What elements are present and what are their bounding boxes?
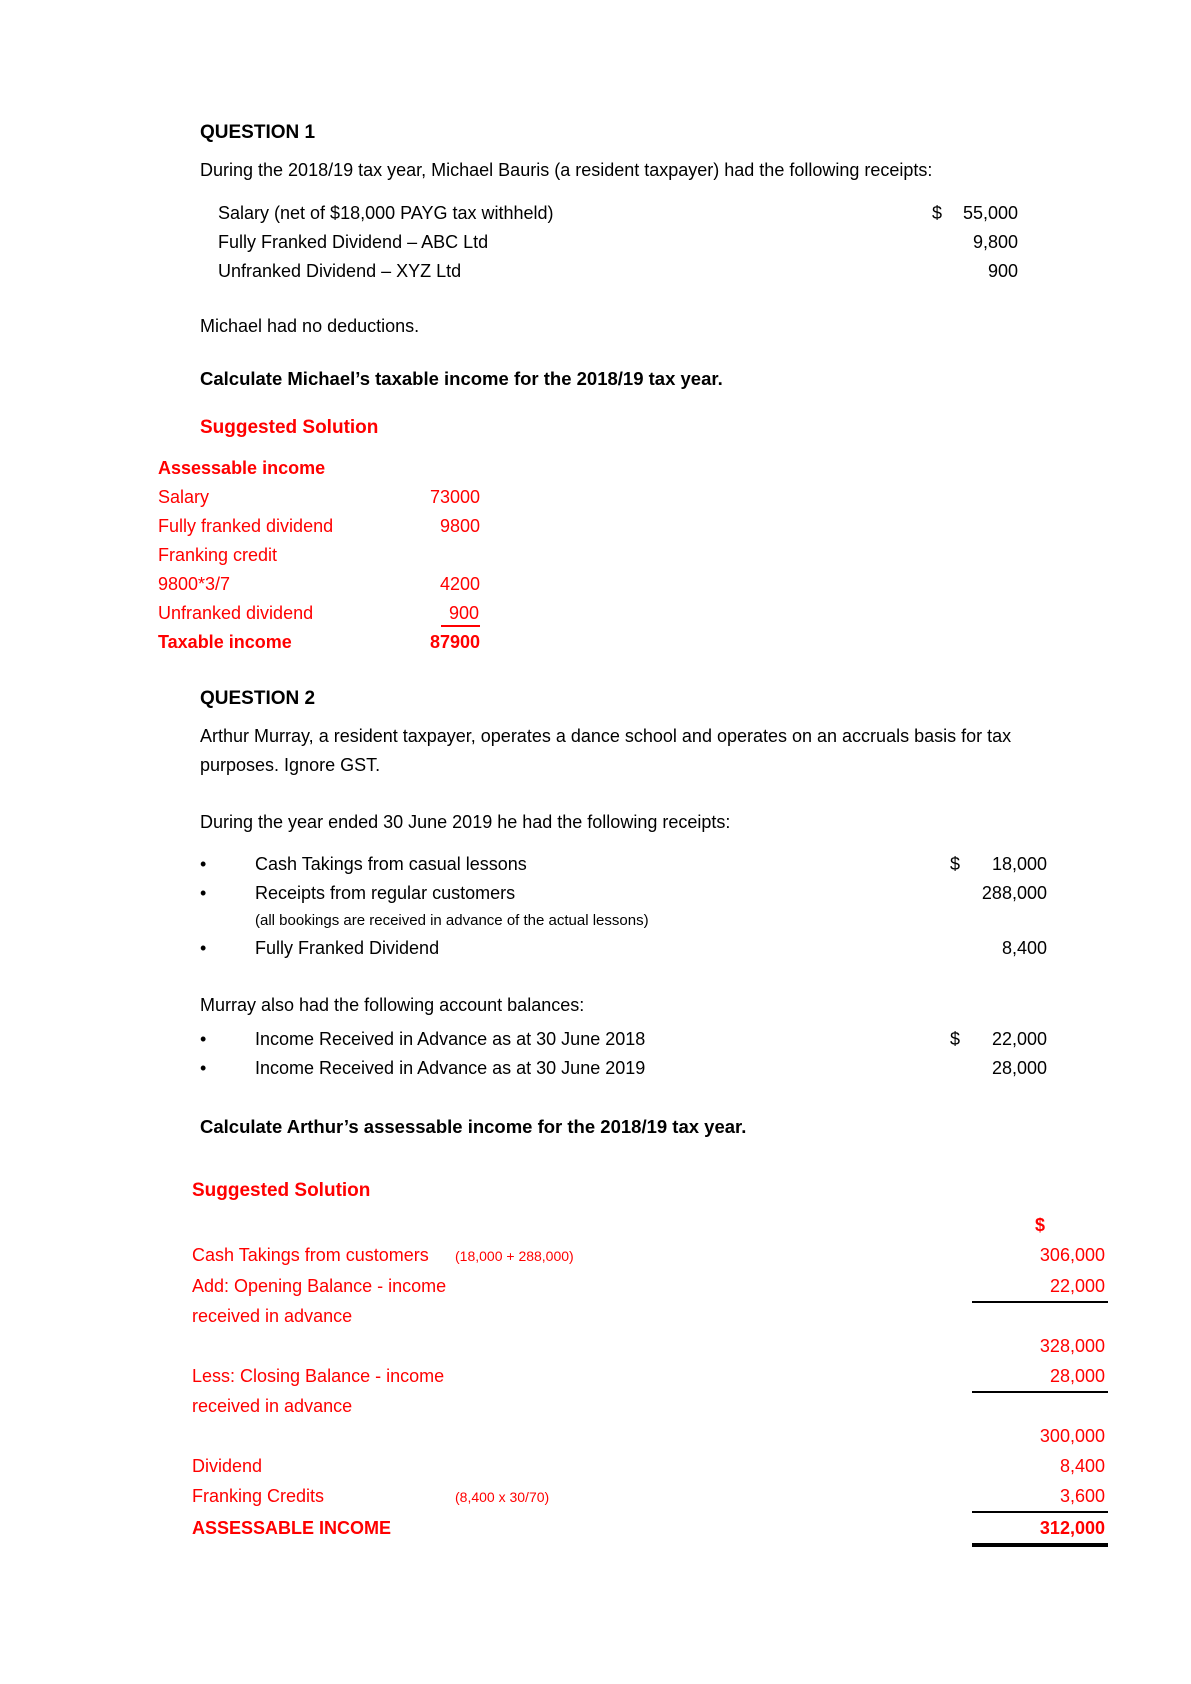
bullet-icon: •	[200, 1058, 207, 1078]
amount: 8,400	[1001, 938, 1047, 958]
solution-value: 9800	[439, 516, 480, 536]
question1-receipts-list	[218, 199, 1018, 286]
solution-value: 312,000	[1039, 1518, 1105, 1538]
balance-value	[950, 1025, 1047, 1054]
underlined-amount: 900	[441, 601, 480, 627]
question2-solution-heading: Suggested Solution	[192, 1180, 371, 1201]
balance-label: Income Received in Advance as at 30 June 2019	[255, 1058, 646, 1078]
solution-row	[158, 599, 480, 628]
solution-value: 8,400	[1059, 1456, 1105, 1476]
solution-label: Fully franked dividend	[158, 516, 334, 536]
solution-formula: (8,400 x 30/70)	[455, 1489, 550, 1505]
solution-label: Dividend	[192, 1456, 263, 1476]
solution-value: 3,600	[1059, 1486, 1105, 1506]
receipt-label: Cash Takings from casual lessons	[255, 854, 527, 874]
solution-row	[192, 1361, 1108, 1421]
question1-solution-heading: Suggested Solution	[200, 417, 379, 438]
solution-row	[192, 1271, 1108, 1331]
balance-label: Income Received in Advance as at 30 June 2018	[255, 1029, 646, 1049]
solution-label: Salary	[158, 487, 210, 507]
solution-label: ASSESSABLE INCOME	[192, 1518, 392, 1538]
receipt-value	[932, 257, 1018, 286]
question2-heading: QUESTION 2	[200, 688, 316, 709]
bullet-icon: •	[200, 854, 207, 874]
solution-value: 300,000	[1039, 1426, 1105, 1446]
question2-solution-table	[192, 1210, 1108, 1547]
receipt-row	[218, 199, 1018, 228]
solution-label: Add: Opening Balance - income received in advance	[192, 1276, 447, 1326]
amount: 55,000	[962, 203, 1018, 223]
currency-symbol: $	[932, 203, 943, 223]
amount: 288,000	[981, 883, 1047, 903]
question2-intro: Arthur Murray, a resident taxpayer, operates a dance school and operates on an accruals basis for tax purposes. Ignore GST.	[200, 726, 1012, 775]
receipt-value	[932, 199, 1018, 228]
receipt-label: Unfranked Dividend – XYZ Ltd	[218, 261, 462, 281]
question2-balances-list	[200, 1025, 1047, 1083]
solution-value: 306,000	[1039, 1245, 1105, 1265]
bullet-icon: •	[200, 883, 207, 903]
solution-row	[158, 541, 480, 570]
receipt-row	[200, 879, 1047, 908]
question1-task: Calculate Michael’s taxable income for the 2018/19 tax year.	[200, 368, 723, 389]
balance-row	[200, 1025, 1047, 1054]
balance-row	[200, 1054, 1047, 1083]
solution-label: Taxable income	[158, 632, 292, 652]
receipts-subnote: (all bookings are received in advance of the actual lessons)	[255, 912, 649, 929]
receipt-value	[950, 934, 1047, 963]
solution-row	[158, 483, 480, 512]
solution-value: 73000	[429, 487, 480, 507]
question2-receipts-intro: During the year ended 30 June 2019 he had the following receipts:	[200, 812, 731, 832]
solution-title: Assessable income	[158, 458, 326, 478]
receipt-label: Fully Franked Dividend	[255, 938, 440, 958]
solution-value	[393, 599, 480, 628]
solution-row	[158, 512, 480, 541]
receipt-row	[200, 934, 1047, 963]
solution-row	[192, 1240, 1108, 1271]
question1-note: Michael had no deductions.	[200, 316, 420, 336]
solution-value: 22,000	[1049, 1276, 1105, 1296]
solution-label: Less: Closing Balance - income received in advance	[192, 1366, 445, 1416]
solution-label: Franking Credits	[192, 1486, 325, 1506]
solution-row	[192, 1451, 1108, 1481]
solution-value: 4200	[439, 574, 480, 594]
amount: 900	[987, 261, 1018, 281]
solution-label: Franking credit	[158, 545, 278, 565]
question2-balances-intro: Murray also had the following account balances:	[200, 995, 585, 1015]
receipt-label: Fully Franked Dividend – ABC Ltd	[218, 232, 489, 252]
solution-value: 87900	[429, 632, 480, 652]
bullet-icon: •	[200, 1029, 207, 1049]
amount: 9,800	[972, 232, 1018, 252]
question1-intro: During the 2018/19 tax year, Michael Bauris (a resident taxpayer) had the following receipts:	[200, 160, 933, 180]
solution-label: Unfranked dividend	[158, 603, 314, 623]
solution-subtotal-row	[192, 1331, 1108, 1361]
solution-subtotal-row	[192, 1421, 1108, 1451]
receipt-row	[218, 228, 1018, 257]
receipt-row	[200, 850, 1047, 879]
receipt-row	[218, 257, 1018, 286]
solution-value: 328,000	[1039, 1336, 1105, 1356]
solution-label: Cash Takings from customers	[192, 1245, 429, 1265]
solution-label: 9800*3/7	[158, 574, 231, 594]
receipt-label: Salary (net of $18,000 PAYG tax withheld)	[218, 203, 554, 223]
solution-title-row	[158, 454, 480, 483]
receipt-value	[950, 850, 1047, 879]
solution-formula: (18,000 + 288,000)	[455, 1248, 574, 1264]
question1-heading: QUESTION 1	[200, 122, 316, 143]
receipt-value	[932, 228, 1018, 257]
amount: 22,000	[991, 1029, 1047, 1049]
solution-total-row	[192, 1513, 1108, 1547]
question2-receipts-list	[200, 850, 1047, 963]
receipt-label: Receipts from regular customers	[255, 883, 516, 903]
currency-symbol: $	[950, 1029, 961, 1049]
bullet-icon: •	[200, 938, 207, 958]
solution-row	[192, 1481, 1108, 1513]
amount: 18,000	[991, 854, 1047, 874]
currency-symbol: $	[950, 854, 961, 874]
solution-total-row	[158, 628, 480, 657]
amount: 28,000	[991, 1058, 1047, 1078]
currency-header: $	[1034, 1215, 1045, 1235]
question2-task: Calculate Arthur’s assessable income for the 2018/19 tax year.	[200, 1116, 747, 1137]
balance-value	[950, 1054, 1047, 1083]
solution-row	[158, 570, 480, 599]
question1-solution-table	[158, 454, 480, 657]
receipt-value	[950, 879, 1047, 908]
currency-header-row	[192, 1210, 1108, 1240]
solution-value: 28,000	[1049, 1366, 1105, 1386]
solution-value	[393, 541, 480, 570]
